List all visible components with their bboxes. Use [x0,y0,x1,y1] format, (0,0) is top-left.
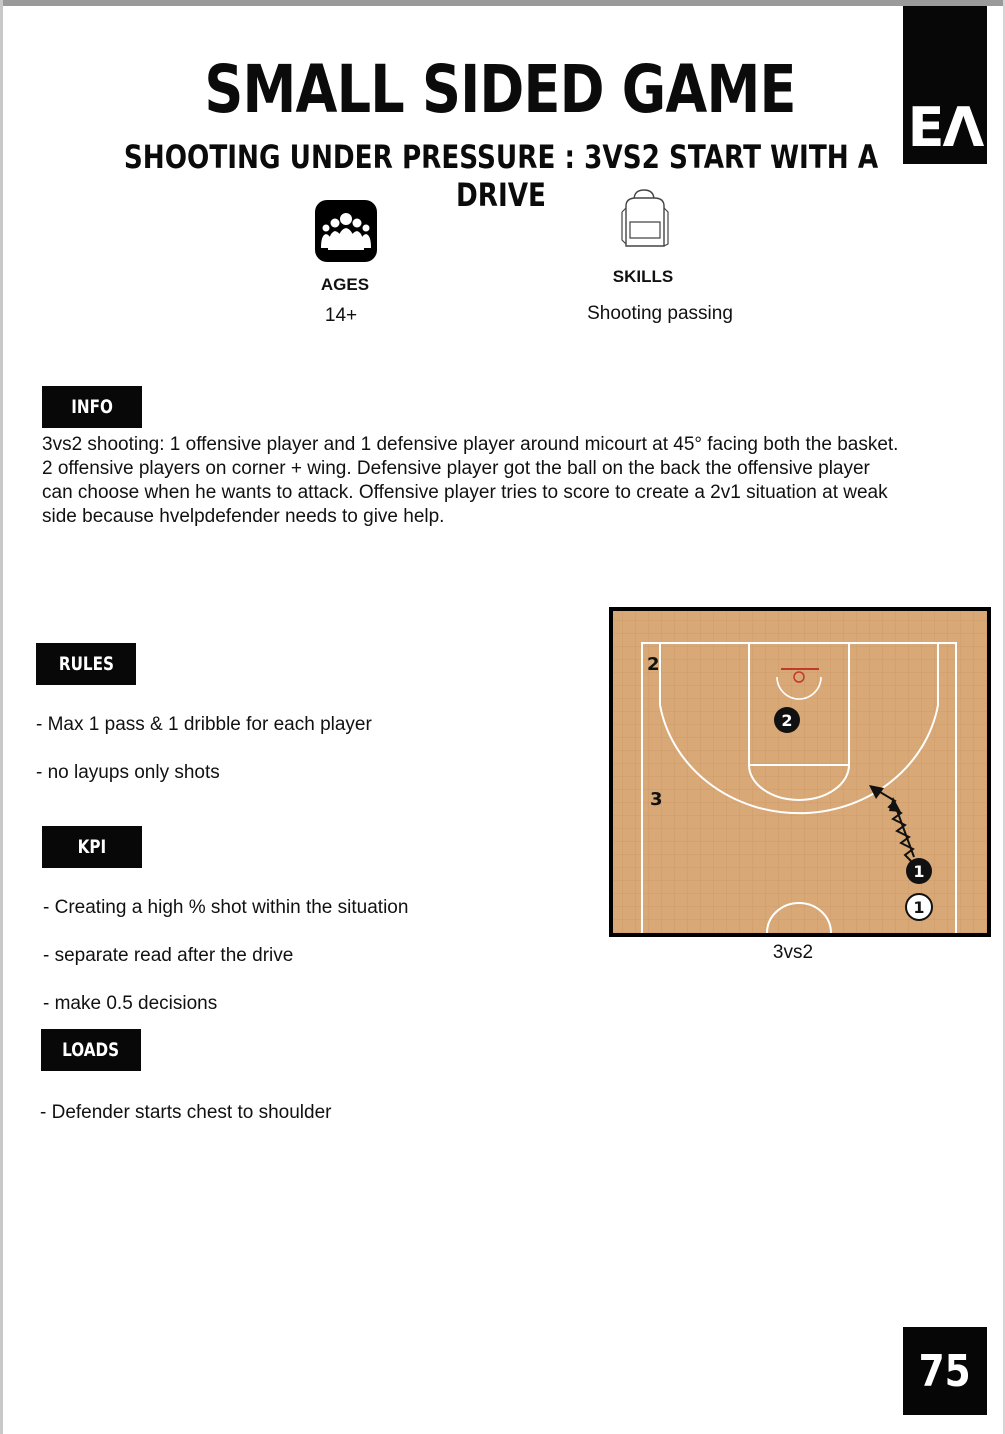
list-item: - no layups only shots [36,762,220,783]
page-title: SMALL SIDED GAME [204,51,796,128]
info-text: 3vs2 shooting: 1 offensive player and 1 defensive player around micourt at 45° facing both the basket. 2 offensive players on corner + wing. Defensive player got the ball on the back the offensive player can choose when he wants to attack. Offensive player tries to score to create a 2v1 situation at weak side because hvelpdefender needs to give help. [42,434,899,527]
rules-list [36,689,556,809]
page-number: 75 [903,1327,987,1415]
ages-value: 14+ [324,305,358,326]
skills-label: SKILLS [612,267,674,286]
group-people-icon [315,200,377,262]
defender-paint-label: 2 [781,711,793,730]
brand-logo-text: EΛ [907,96,983,159]
ages-label: AGES [320,275,370,294]
defender-ball-label: 1 [913,898,925,917]
kpi-list [43,872,563,1040]
page-top-border [0,0,1005,6]
skills-value: Shooting passing [587,303,733,324]
offense-player-wing: 3 [650,789,663,810]
kpi-heading: KPI [42,826,142,868]
list-item: - Max 1 pass & 1 dribble for each player [36,714,372,735]
page-left-border [0,0,3,1434]
list-item: - Creating a high % shot within the situation [43,897,409,918]
brand-logo [903,6,987,164]
ball-handler-label: 1 [913,862,925,881]
info-heading: INFO [42,386,142,428]
court-svg [609,607,991,937]
list-item: - Defender starts chest to shoulder [40,1102,332,1123]
diagram-caption: 3vs2 [772,942,814,963]
offense-player-corner: 2 [647,654,660,675]
court-diagram [609,607,991,937]
list-item: - make 0.5 decisions [43,993,218,1014]
loads-list [40,1077,560,1149]
backpack-icon [618,188,670,252]
list-item: - separate read after the drive [43,945,294,966]
rules-heading: RULES [36,643,136,685]
loads-heading: LOADS [41,1029,141,1071]
page-subtitle: SHOOTING UNDER PRESSURE : 3VS2 START WITH A DRIVE [123,138,879,214]
